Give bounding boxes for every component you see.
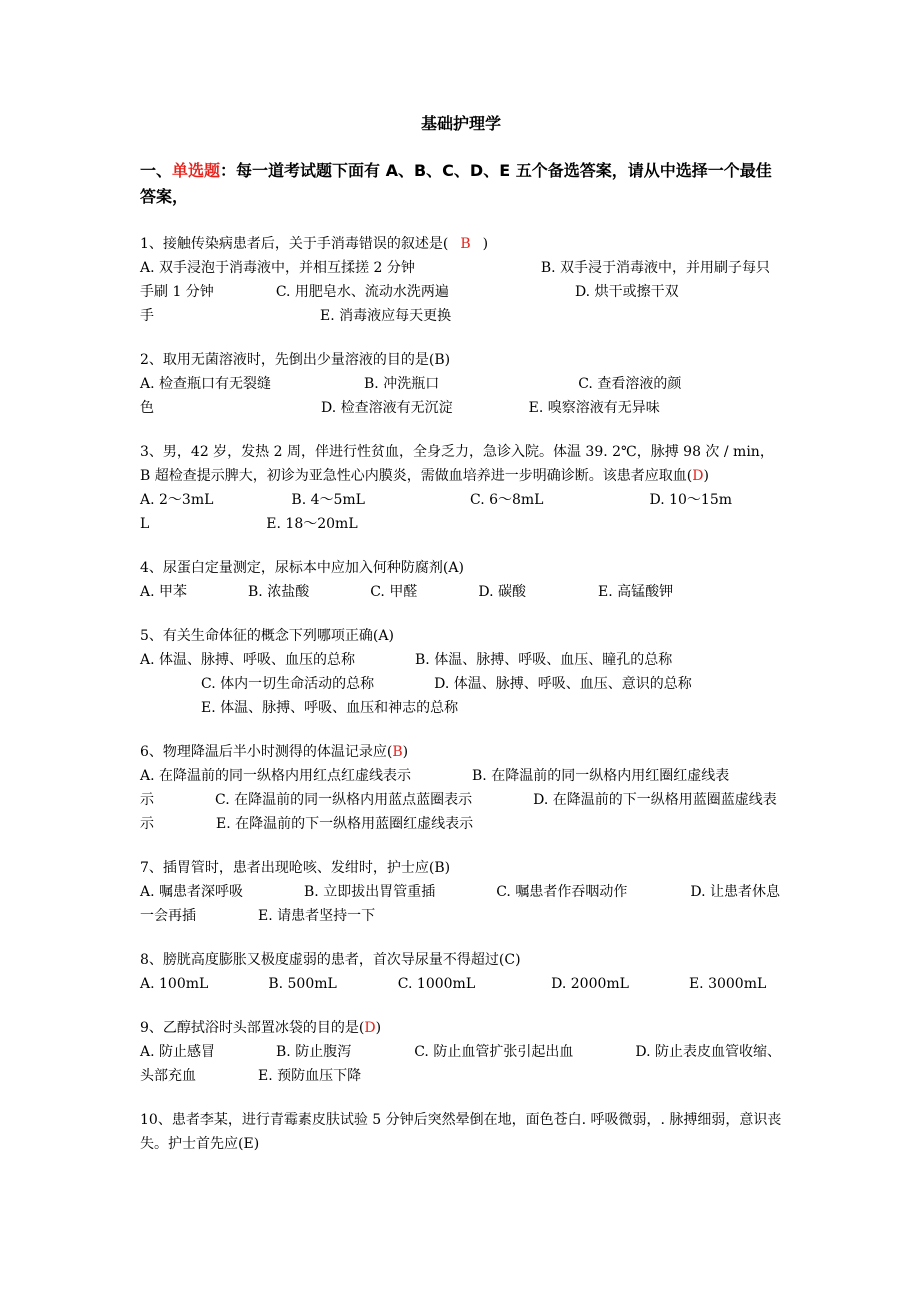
option-e: E. 预防血压下降 bbox=[258, 1068, 362, 1084]
option-a: A. 100mL bbox=[140, 976, 209, 992]
question-text: 8、膀胱高度膨胀又极度虚弱的患者，首次导尿量不得超过( bbox=[140, 952, 505, 968]
question-item bbox=[140, 232, 782, 328]
question-text: 9、乙醇拭浴时头部置冰袋的目的是( bbox=[140, 1020, 365, 1036]
question-suffix: ) bbox=[402, 744, 409, 760]
option-d: D. 让患者休息一会再插 bbox=[140, 884, 780, 924]
question-suffix: ) bbox=[444, 352, 451, 368]
option-c: C. 用肥皂水、流动水洗两遍 bbox=[275, 284, 449, 300]
option-d: D. 10～15mL bbox=[140, 492, 733, 532]
option-c: C. 查看溶液的颜色 bbox=[140, 376, 682, 416]
option-d: D. 检查溶液有无沉淀 bbox=[321, 400, 453, 416]
question-list bbox=[140, 232, 782, 1156]
question-stem bbox=[140, 948, 782, 972]
option-c: C. 嘱患者作吞咽动作 bbox=[496, 884, 628, 900]
question-stem bbox=[140, 1108, 782, 1156]
question-text: 7、插胃管时，患者出现呛咳、发绀时，护士应( bbox=[140, 860, 435, 876]
option-list bbox=[140, 880, 782, 928]
question-answer: B bbox=[434, 860, 445, 876]
question-answer: B bbox=[434, 352, 445, 368]
question-text: 5、有关生命体征的概念下列哪项正确( bbox=[140, 628, 379, 644]
section-label: 单选题 bbox=[172, 161, 221, 180]
option-list bbox=[140, 764, 782, 836]
option-c: C. 1000mL bbox=[397, 976, 476, 992]
option-a: A. 防止感冒 bbox=[140, 1044, 216, 1060]
question-suffix: ) bbox=[458, 560, 464, 576]
option-c: C. 6～8mL bbox=[469, 492, 544, 508]
question-item bbox=[140, 740, 782, 836]
option-list bbox=[140, 256, 782, 328]
option-d: D. 2000mL bbox=[551, 976, 629, 992]
option-e: E. 3000mL bbox=[688, 976, 767, 992]
option-e: E. 嗅察溶液有无异味 bbox=[528, 400, 660, 416]
question-answer: E bbox=[243, 1136, 254, 1152]
question-suffix: ) bbox=[253, 1136, 260, 1152]
question-text: 2、取用无菌溶液时，先倒出少量溶液的目的是( bbox=[140, 352, 435, 368]
option-e: E. 消毒液应每天更换 bbox=[320, 308, 452, 324]
question-item bbox=[140, 948, 782, 996]
question-suffix: ) bbox=[515, 952, 521, 968]
section-heading bbox=[140, 158, 782, 210]
question-item bbox=[140, 856, 782, 928]
option-c: C. 甲醛 bbox=[370, 584, 418, 600]
option-list bbox=[140, 488, 782, 536]
option-d: D. 碳酸 bbox=[478, 584, 526, 600]
question-answer: A bbox=[378, 628, 389, 644]
option-a: A. 双手浸泡于消毒液中，并相互揉搓 2 分钟 bbox=[140, 260, 415, 276]
question-stem bbox=[140, 556, 782, 580]
option-d: D. 体温、脉搏、呼吸、血压、意识的总称 bbox=[434, 676, 692, 692]
option-b: B. 在降温前的同一纵格内用红圈红虚线表示 bbox=[140, 768, 730, 808]
section-prefix: 一、 bbox=[140, 161, 173, 180]
question-answer: D bbox=[364, 1020, 376, 1036]
question-item bbox=[140, 556, 782, 604]
question-item bbox=[140, 624, 782, 720]
question-stem bbox=[140, 624, 782, 648]
question-answer: D bbox=[692, 468, 704, 484]
question-item bbox=[140, 1108, 782, 1156]
option-c: C. 体内一切生命活动的总称 bbox=[201, 676, 375, 692]
question-text: 1、接触传染病患者后，关于手消毒错误的叙述是( bbox=[140, 236, 449, 252]
option-d: D. 在降温前的下一纵格用蓝圈蓝虚线表示 bbox=[140, 792, 777, 832]
section-text: ：每一道考试题下面有 A、B、C、D、E 五个备选答案，请从中选择一个最佳答案， bbox=[140, 161, 772, 206]
option-b: B. 防止腹泻 bbox=[276, 1044, 352, 1060]
question-text: 6、物理降温后半小时测得的体温记录应( bbox=[140, 744, 393, 760]
option-c: C. 在降温前的同一纵格内用蓝点蓝圈表示 bbox=[215, 792, 473, 808]
option-b: B. 500mL bbox=[268, 976, 337, 992]
option-b: B. 浓盐酸 bbox=[248, 584, 310, 600]
question-text: 3、男，42 岁，发热 2 周，伴进行性贫血，全身乏力，急诊入院。体温 39. 2℃，脉搏 98 次 / min，B 超检查提示脾大，初诊为亚急性心内膜炎，需做血培养进一步明确诊断。该患者应取血( bbox=[140, 444, 774, 484]
option-b: B. 立即拔出胃管重插 bbox=[304, 884, 436, 900]
option-a: A. 体温、脉搏、呼吸、血压的总称 bbox=[140, 652, 356, 668]
question-suffix: ) bbox=[388, 628, 394, 644]
question-stem bbox=[140, 348, 782, 372]
question-answer: C bbox=[504, 952, 516, 968]
question-item bbox=[140, 348, 782, 420]
option-a: A. 在降温前的同一纵格内用红点红虚线表示 bbox=[140, 768, 412, 784]
question-answer: B bbox=[460, 236, 471, 252]
option-list bbox=[140, 972, 782, 996]
question-answer: B bbox=[392, 744, 403, 760]
option-list bbox=[140, 372, 782, 420]
option-list bbox=[140, 648, 782, 720]
option-a: A. 甲苯 bbox=[140, 584, 188, 600]
option-e: E. 请患者坚持一下 bbox=[258, 908, 376, 924]
option-b: B. 体温、脉搏、呼吸、血压、瞳孔的总称 bbox=[415, 652, 673, 668]
question-text: 4、尿蛋白定量测定，尿标本中应加入何种防腐剂( bbox=[140, 560, 449, 576]
question-suffix: ) bbox=[375, 1020, 382, 1036]
option-b: B. 双手浸于消毒液中，并用刷子每只手刷 1 分钟 bbox=[140, 260, 771, 300]
option-c: C. 防止血管扩张引起出血 bbox=[414, 1044, 574, 1060]
question-text: 10、患者李某，进行青霉素皮肤试验 5 分钟后突然晕倒在地，面色苍白. 呼吸微弱，. 脉搏细弱，意识丧失。护士首先应( bbox=[140, 1112, 782, 1152]
document-page bbox=[140, 112, 782, 1176]
option-list bbox=[140, 1040, 782, 1088]
option-d: D. 烘干或擦干双手 bbox=[140, 284, 679, 324]
question-stem bbox=[140, 740, 782, 764]
document-title: 基础护理学 bbox=[420, 114, 501, 133]
option-e: E. 高锰酸钾 bbox=[597, 584, 674, 600]
option-b: B. 4～5mL bbox=[291, 492, 365, 508]
option-d: D. 防止表皮血管收缩、头部充血 bbox=[140, 1044, 781, 1084]
option-list bbox=[140, 580, 782, 604]
question-suffix: ) bbox=[482, 236, 489, 252]
option-b: B. 冲洗瓶口 bbox=[364, 376, 440, 392]
question-stem bbox=[140, 232, 782, 256]
question-stem bbox=[140, 440, 782, 488]
option-a: A. 嘱患者深呼吸 bbox=[140, 884, 244, 900]
question-stem bbox=[140, 856, 782, 880]
question-item bbox=[140, 440, 782, 536]
option-e: E. 在降温前的下一纵格用蓝圈红虚线表示 bbox=[216, 816, 474, 832]
option-e: E. 18～20mL bbox=[266, 516, 358, 532]
question-stem bbox=[140, 1016, 782, 1040]
option-e: E. 体温、脉搏、呼吸、血压和神志的总称 bbox=[201, 700, 459, 716]
option-a: A. 检查瓶口有无裂缝 bbox=[140, 376, 272, 392]
question-suffix: ) bbox=[444, 860, 451, 876]
option-a: A. 2～3mL bbox=[140, 492, 214, 508]
question-item bbox=[140, 1016, 782, 1088]
question-answer: A bbox=[448, 560, 459, 576]
question-suffix: ) bbox=[703, 468, 709, 484]
